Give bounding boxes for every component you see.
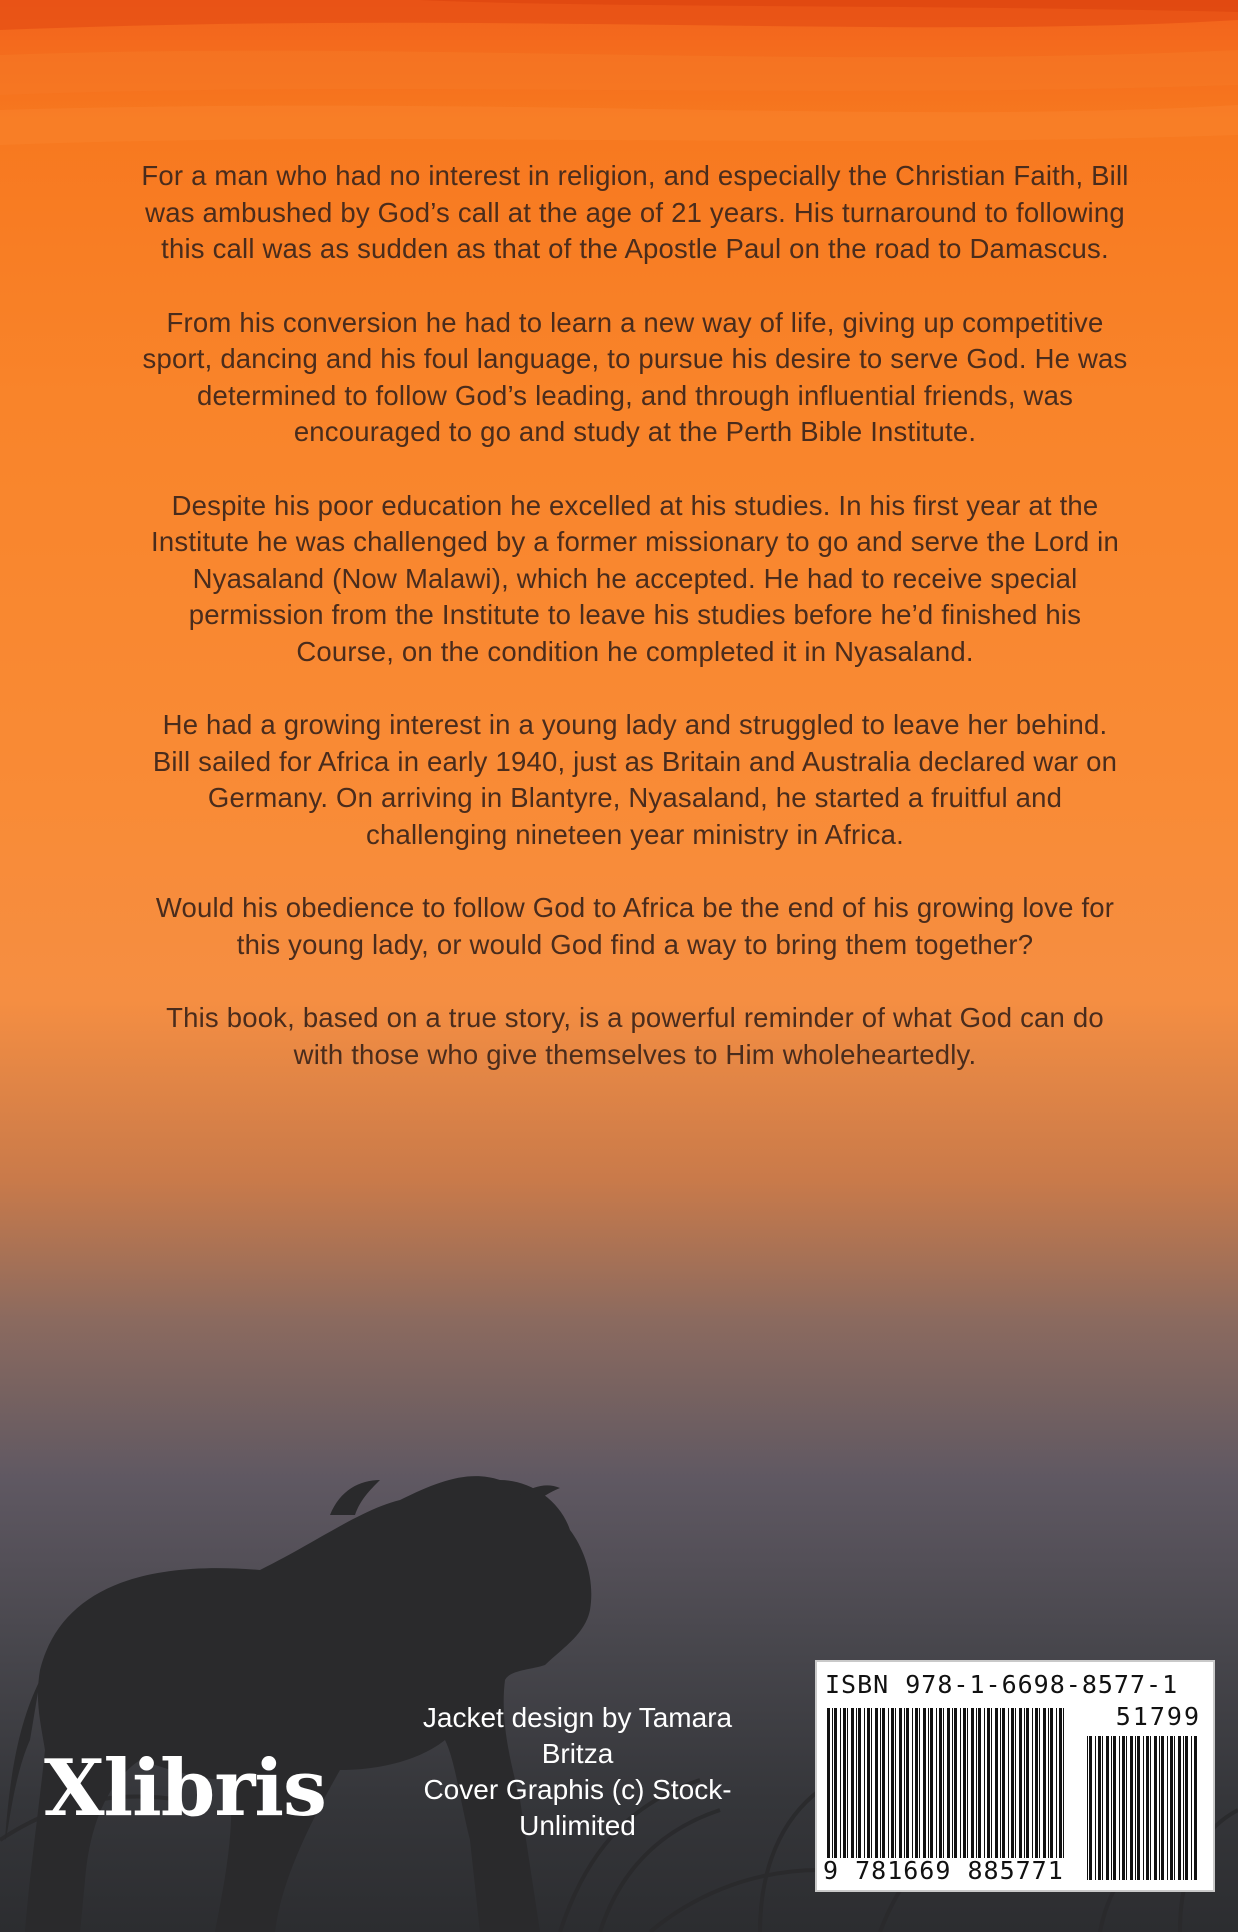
barcode-bar xyxy=(1098,1736,1101,1880)
barcode-bar xyxy=(880,1708,881,1858)
barcode-bar xyxy=(1111,1736,1112,1880)
barcode-bar xyxy=(1056,1708,1057,1858)
barcode-bar xyxy=(843,1708,846,1858)
barcode-bar xyxy=(1048,1708,1049,1858)
barcode-bar xyxy=(915,1708,918,1858)
barcode-bar xyxy=(939,1708,942,1858)
barcode-bar xyxy=(1113,1736,1116,1880)
blurb-paragraph-5: Would his obedience to follow God to Africa be the end of his growing love for this young lady, or would God find a way to bring them together? xyxy=(155,892,1115,960)
barcode-bar xyxy=(1135,1736,1136,1880)
barcode-bar xyxy=(1191,1736,1192,1880)
barcode-bar xyxy=(1008,1708,1009,1858)
barcode-bar xyxy=(1146,1736,1149,1880)
barcode-bar xyxy=(960,1708,961,1858)
barcode-bar xyxy=(840,1708,841,1858)
barcode-bar xyxy=(984,1708,985,1858)
barcode-bar xyxy=(867,1708,870,1858)
barcode-bar xyxy=(875,1708,878,1858)
barcode-bar xyxy=(923,1708,926,1858)
blurb-paragraph-2: From his conversion he had to learn a new way of life, giving up competitive sport, dancing and his foul language, to pursue his desire to serve God. He was determined to follow God’s leading, and through influential friends, was encouraged to go and study at the Perth Bible Institute. xyxy=(142,306,1128,447)
barcode-bar xyxy=(1159,1736,1160,1880)
barcode-bar xyxy=(891,1708,894,1858)
barcode-bar xyxy=(995,1708,998,1858)
barcode-digits: 9 781669 885771 xyxy=(823,1856,1064,1885)
barcode-bar xyxy=(882,1708,885,1858)
barcode-bar xyxy=(943,1708,944,1858)
barcode-bar xyxy=(1059,1708,1062,1858)
barcode-bar xyxy=(967,1708,968,1858)
blurb-text xyxy=(140,158,1130,1110)
barcode-bar xyxy=(851,1708,854,1858)
barcode-bar xyxy=(834,1708,837,1858)
barcode-bar xyxy=(1039,1708,1040,1858)
barcode-bar xyxy=(1178,1736,1181,1880)
barcode-bar xyxy=(1183,1736,1184,1880)
barcode-bar xyxy=(1106,1736,1109,1880)
barcode-bar xyxy=(1137,1736,1140,1880)
barcode-bar xyxy=(936,1708,937,1858)
barcode-bar xyxy=(856,1708,857,1858)
barcode-bar xyxy=(954,1708,957,1858)
barcode-bar xyxy=(906,1708,909,1858)
barcode-bar xyxy=(864,1708,865,1858)
credits-line: Unlimited xyxy=(519,1810,636,1841)
barcode-bar xyxy=(1087,1736,1088,1880)
barcode-bar xyxy=(1095,1736,1096,1880)
barcode-bar xyxy=(971,1708,974,1858)
barcode-bar xyxy=(987,1708,990,1858)
barcode-bar xyxy=(1063,1708,1064,1858)
credits-line: Cover Graphis (c) Stock- xyxy=(423,1774,732,1805)
barcode-bar xyxy=(1035,1708,1038,1858)
credits-line: Britza xyxy=(541,1738,614,1769)
barcode-bar xyxy=(978,1708,981,1858)
barcode-bar xyxy=(1015,1708,1016,1858)
barcode-bar xyxy=(912,1708,913,1858)
barcode-bar xyxy=(1019,1708,1022,1858)
barcode-bar xyxy=(1170,1736,1173,1880)
barcode-bar xyxy=(904,1708,905,1858)
barcode-bar xyxy=(888,1708,889,1858)
credits-line: Jacket design by Tamara xyxy=(422,1702,733,1733)
barcode-bar xyxy=(947,1708,950,1858)
blurb-paragraph-1: For a man who had no interest in religion, and especially the Christian Faith, Bill was ambushed by God’s call at the age of 21 years. His turnaround to following this call was as sudden as that of the Apostle Paul on the road to Damascus. xyxy=(141,160,1129,264)
barcode-bar xyxy=(895,1708,896,1858)
barcode-bar xyxy=(952,1708,953,1858)
barcode-bar xyxy=(1043,1708,1046,1858)
barcode-bar xyxy=(1167,1736,1168,1880)
barcode-bar xyxy=(1000,1708,1001,1858)
barcode-bar xyxy=(1143,1736,1144,1880)
barcode-bar xyxy=(1161,1736,1164,1880)
blurb-paragraph-4: He had a growing interest in a young lady and struggled to leave her behind. Bill sailed for Africa in early 1940, just as Britain and Australia declared war on Germany. On arriving in Blantyre, Nyasaland, he started a fruitful and challenging nineteen year ministry in Africa. xyxy=(152,709,1118,850)
barcode-bars-main xyxy=(827,1708,1067,1858)
blurb-paragraph-3: Despite his poor education he excelled at his studies. In his first year at the Institute he was challenged by a former missionary to go and serve the Lord in Nyasaland (Now Malawi), which he accepted. He had to receive special permission from the Institute to leave his studies before he’d finished his Course, on the condition he completed it in Nyasaland. xyxy=(151,489,1119,667)
barcode-bar xyxy=(1119,1736,1120,1880)
barcode-bar xyxy=(1126,1736,1127,1880)
barcode-bar xyxy=(1194,1736,1197,1880)
barcode-bar xyxy=(1011,1708,1014,1858)
publisher-logo: Xlibris xyxy=(44,1743,326,1834)
barcode-bars-addon xyxy=(1087,1736,1199,1880)
barcode-bar xyxy=(899,1708,902,1858)
barcode-bar xyxy=(1026,1708,1029,1858)
barcode-bar xyxy=(1130,1736,1133,1880)
barcode-bar xyxy=(1002,1708,1005,1858)
barcode-bar xyxy=(963,1708,966,1858)
barcode-bar xyxy=(827,1708,830,1858)
barcode-bar xyxy=(1024,1708,1025,1858)
barcode-bar xyxy=(1174,1736,1175,1880)
blurb-paragraph-6: This book, based on a true story, is a powerful reminder of what God can do with those who give themselves to Him wholeheartedly. xyxy=(166,1002,1104,1070)
barcode-bar xyxy=(991,1708,992,1858)
cover-credits xyxy=(395,1700,760,1844)
barcode-bar xyxy=(928,1708,929,1858)
barcode-bar xyxy=(1050,1708,1053,1858)
barcode-bar xyxy=(1122,1736,1125,1880)
barcode-bar xyxy=(1154,1736,1157,1880)
barcode-bar xyxy=(871,1708,872,1858)
barcode-price-code: 51799 xyxy=(1115,1702,1201,1731)
isbn-number: ISBN 978-1-6698-8577-1 xyxy=(825,1670,1179,1699)
barcode-bar xyxy=(1089,1736,1092,1880)
barcode-bar xyxy=(919,1708,920,1858)
barcode-bar xyxy=(1185,1736,1188,1880)
barcode-bar xyxy=(930,1708,933,1858)
barcode-bar xyxy=(1032,1708,1033,1858)
barcode-bar xyxy=(832,1708,833,1858)
barcode-bar xyxy=(976,1708,977,1858)
barcode-bar xyxy=(858,1708,861,1858)
barcode-bar xyxy=(1102,1736,1103,1880)
barcode-bar xyxy=(1150,1736,1151,1880)
barcode-bar xyxy=(847,1708,848,1858)
isbn-barcode xyxy=(815,1660,1215,1892)
